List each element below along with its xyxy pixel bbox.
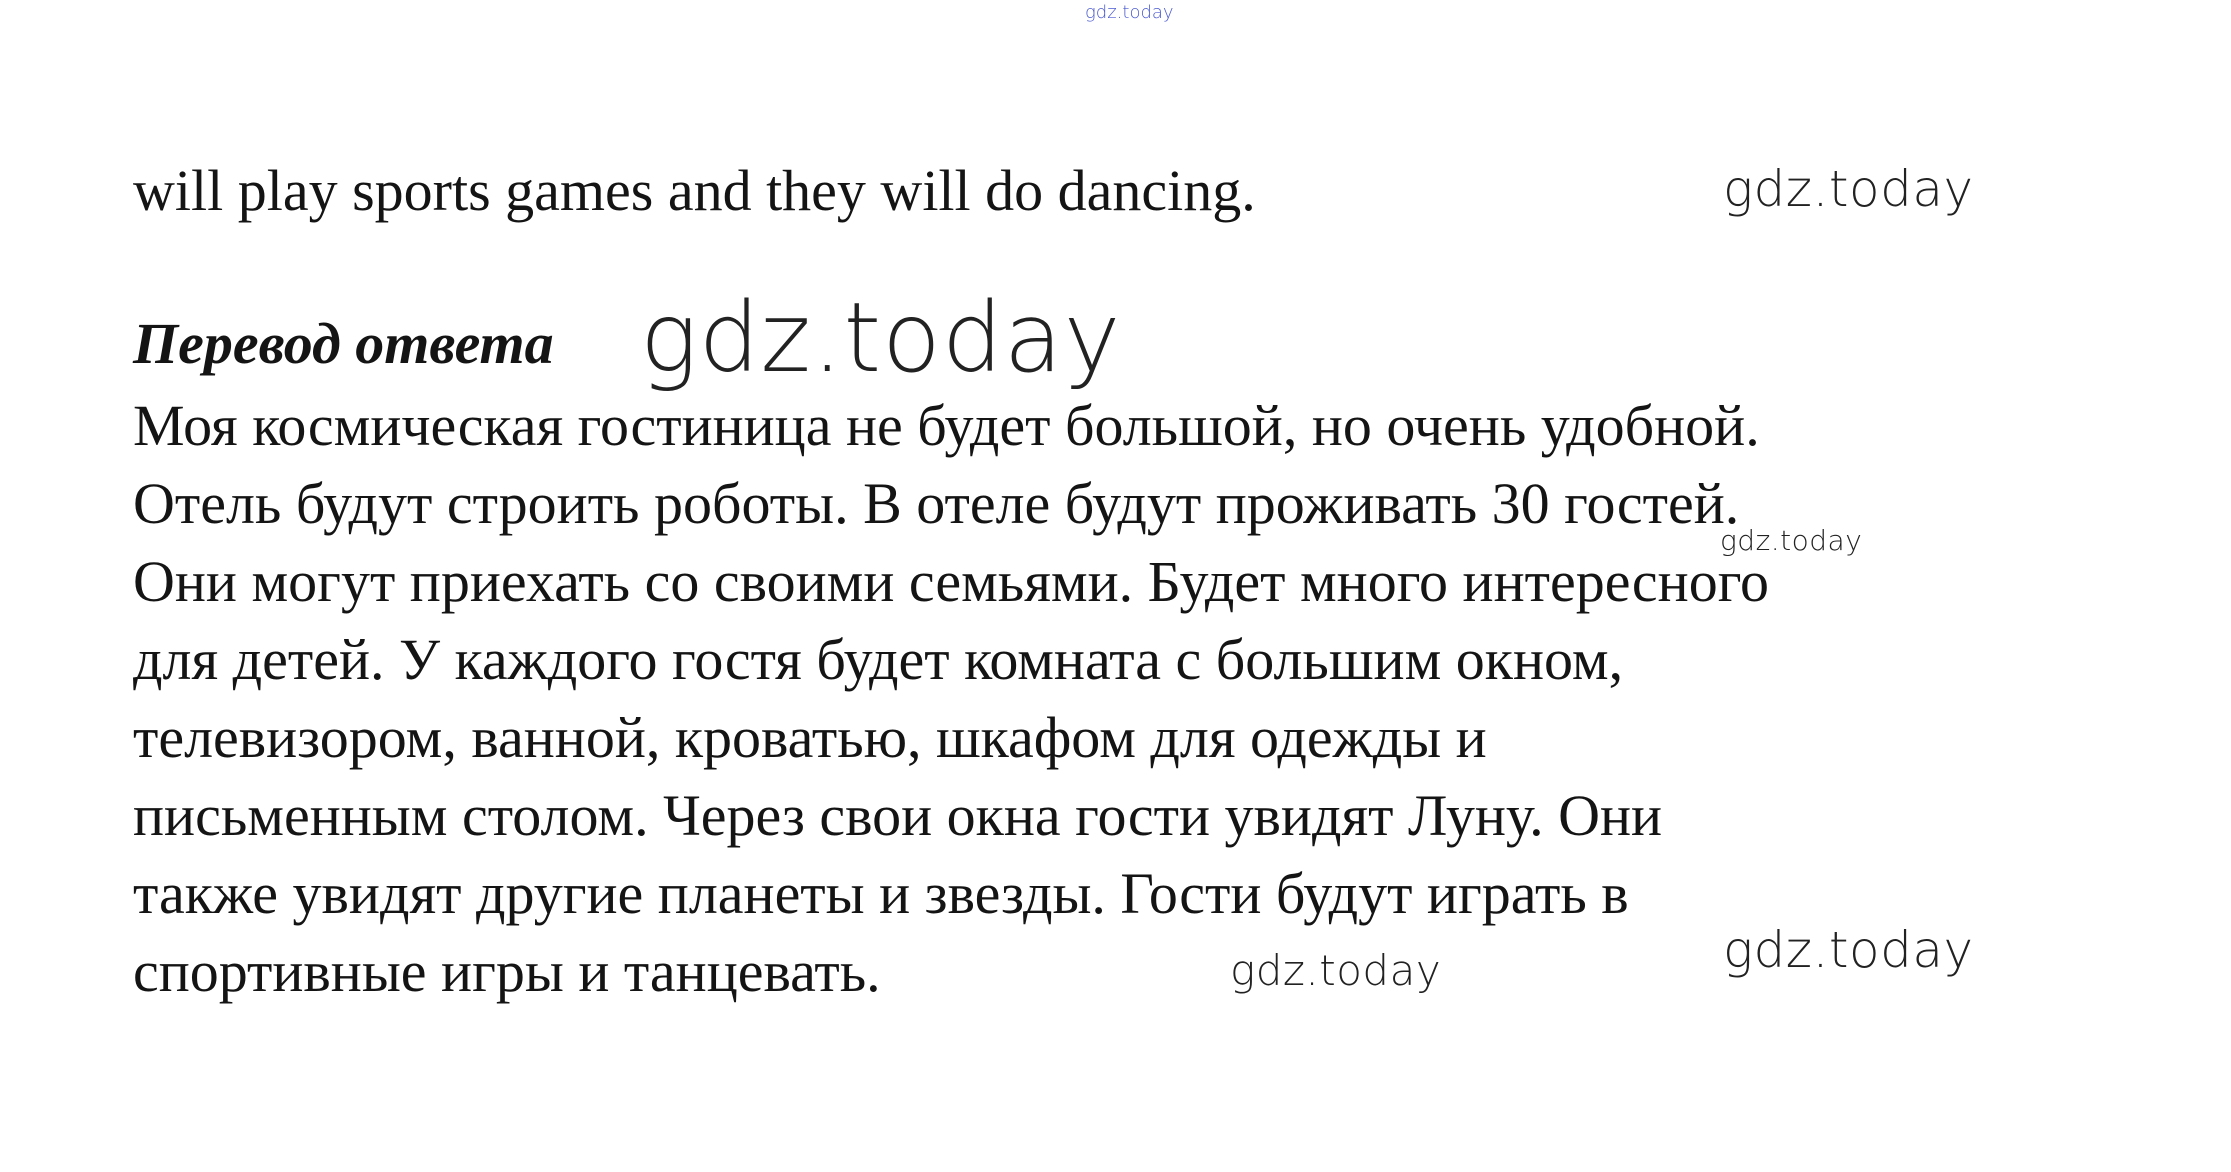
watermark-middle: gdz.today <box>1720 524 1863 557</box>
watermark-line1: gdz.today <box>1723 160 1974 218</box>
watermark-bottom-middle: gdz.today <box>1230 946 1442 995</box>
watermark-heading: gdz.today <box>640 282 1122 394</box>
translation-line-6: письменным столом. Через свои окна гости увидят Луну. Они <box>133 783 1663 848</box>
translation-line-5: телевизором, ванной, кроватью, шкафом для одежды и <box>133 705 1487 770</box>
watermark-bottom-right: gdz.today <box>1723 921 1974 979</box>
translation-line-1: Моя космическая гостиница не будет большой, но очень удобной. <box>133 393 1760 458</box>
translation-line-4: для детей. У каждого гостя будет комната с большим окном, <box>133 627 1624 692</box>
watermark-top: gdz.today <box>1085 2 1174 23</box>
translation-heading: Перевод ответа <box>133 311 554 376</box>
english-answer-tail: will play sports games and they will do dancing. <box>133 158 1256 223</box>
translation-line-2: Отель будут строить роботы. В отеле будут проживать 30 гостей. <box>133 471 1740 536</box>
translation-line-7: также увидят другие планеты и звезды. Гости будут играть в <box>133 861 1629 926</box>
translation-line-3: Они могут приехать со своими семьями. Будет много интересного <box>133 549 1770 614</box>
translation-line-8: спортивные игры и танцевать. <box>133 939 881 1004</box>
